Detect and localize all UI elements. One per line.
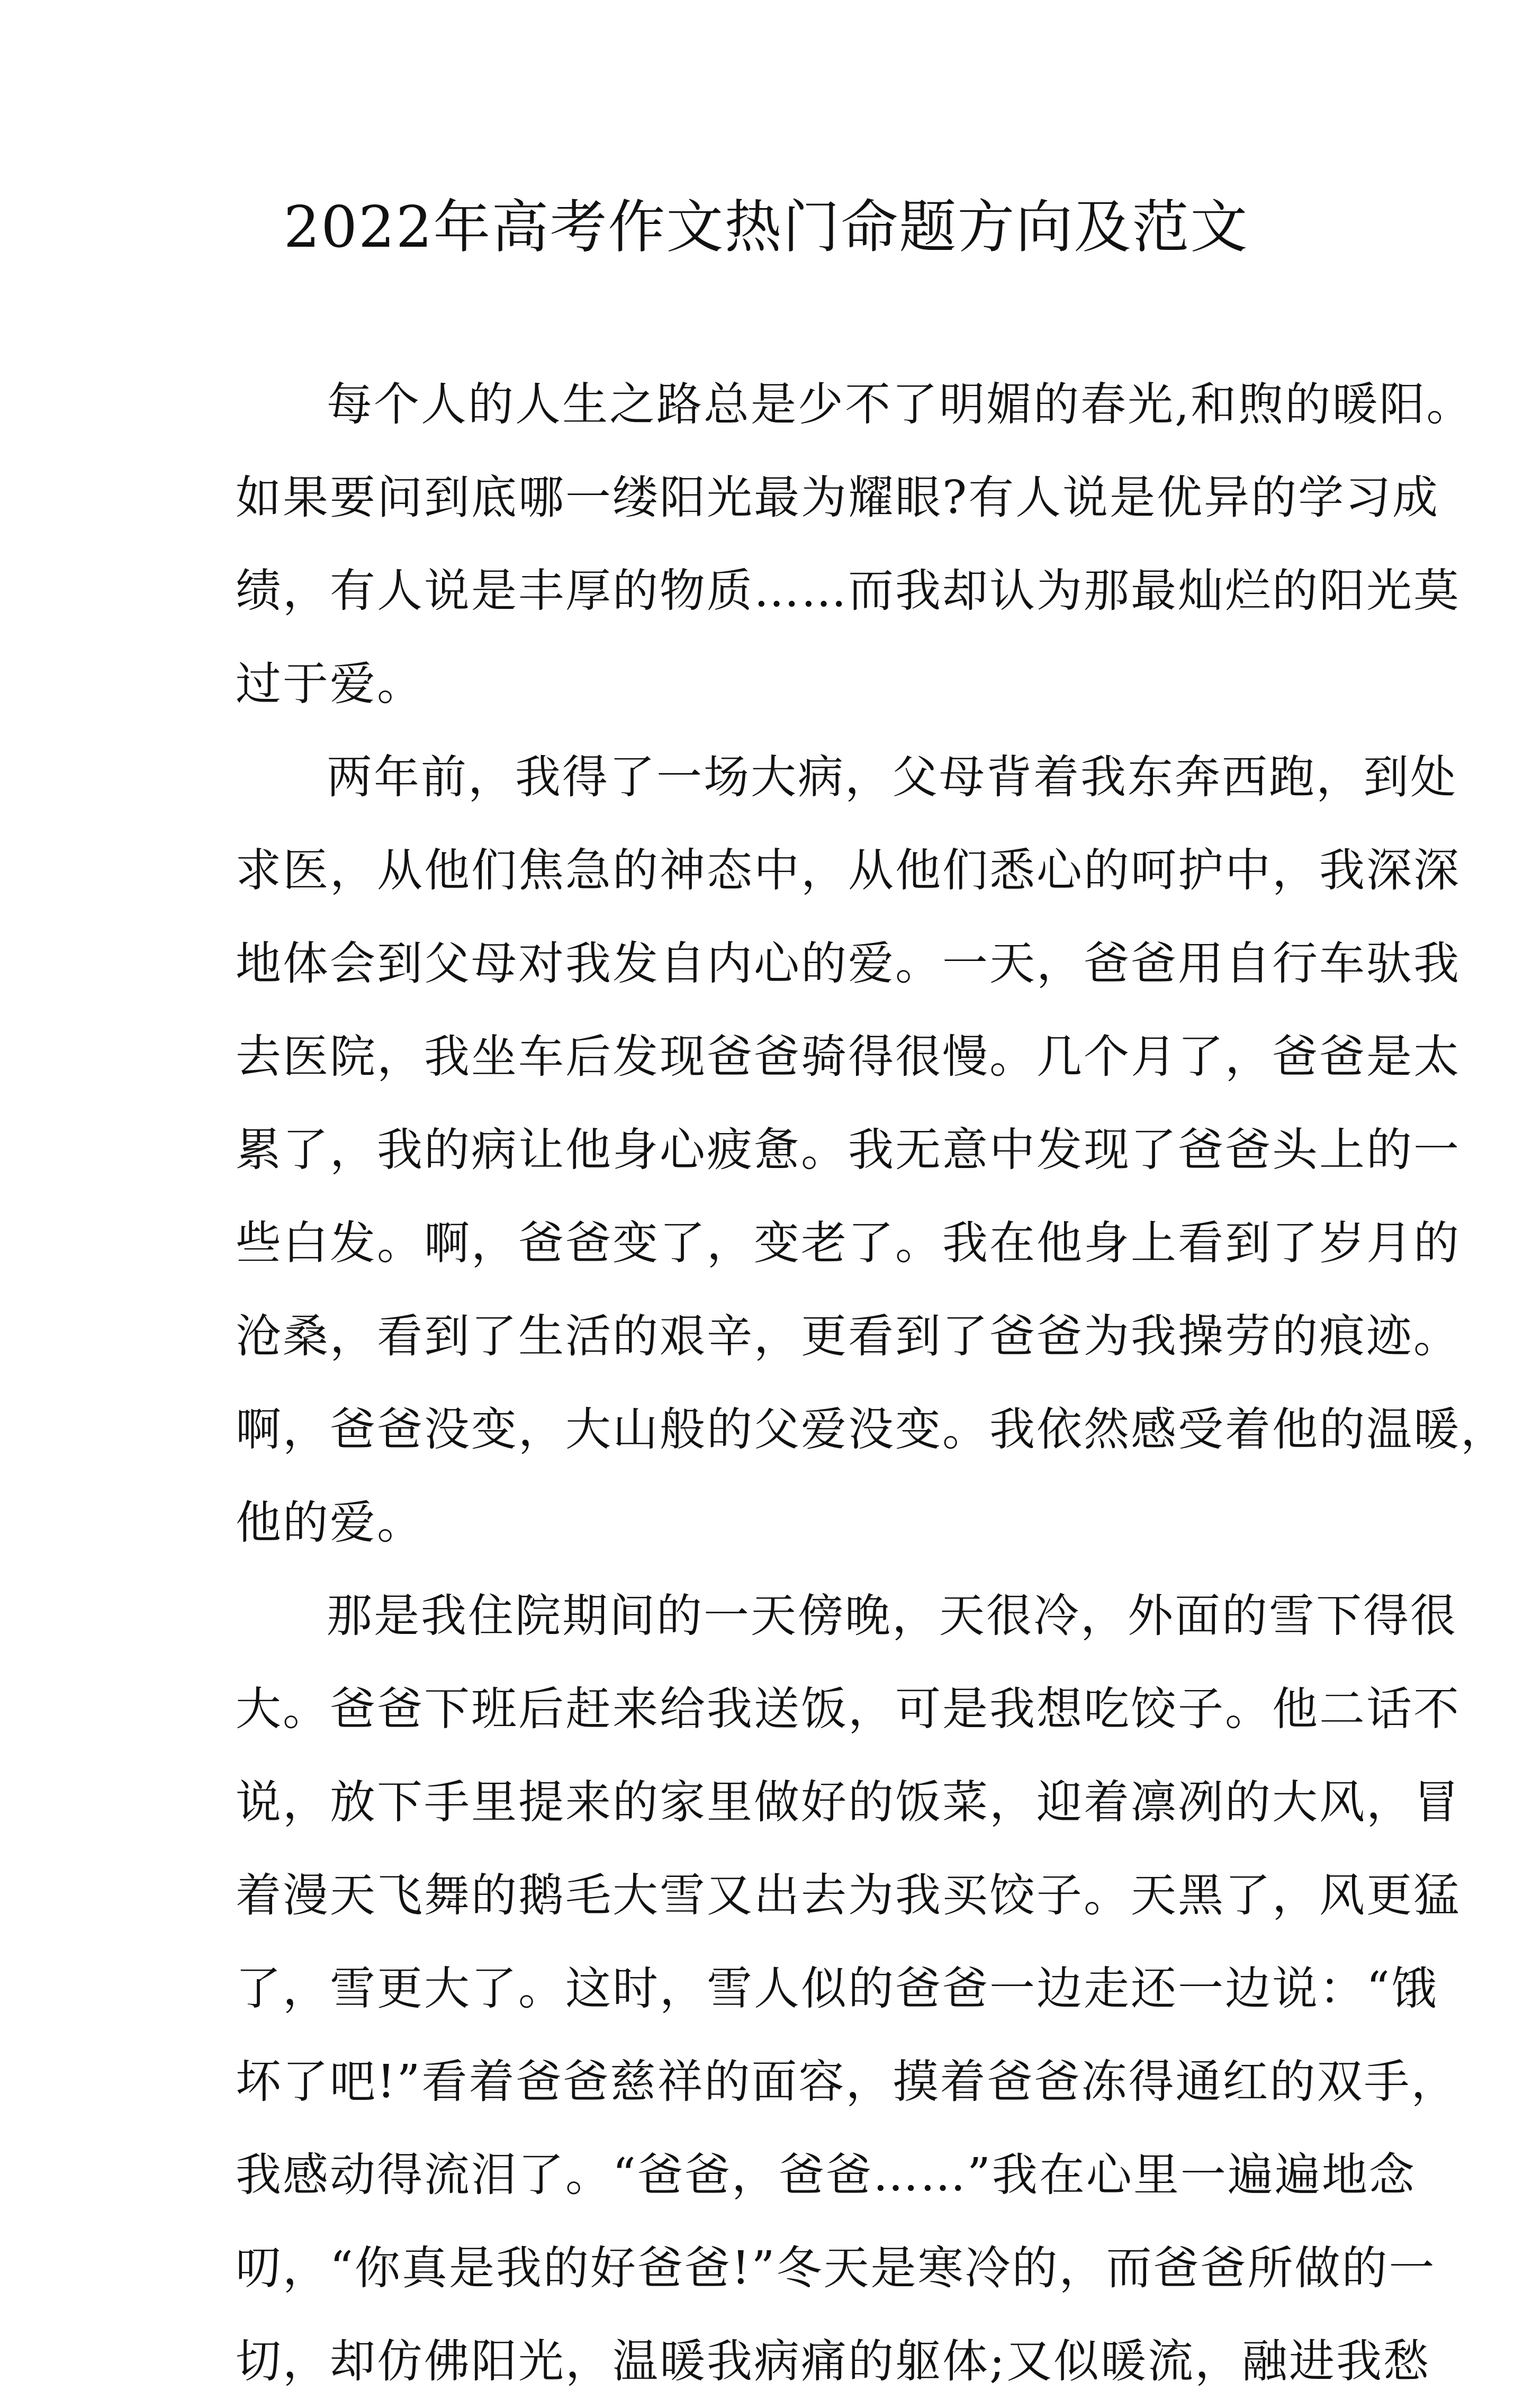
text-line: 如果要问到底哪一缕阳光最为耀眼?有人说是优异的学习成 bbox=[236, 471, 1440, 524]
text-line: 些白发。啊，爸爸变了，变老了。我在他身上看到了岁月的 bbox=[236, 1217, 1461, 1270]
text-line: 我感动得流泪了。“爸爸，爸爸……”我在心里一遍遍地念 bbox=[236, 2149, 1416, 2202]
text-line: 坏了吧!”看着爸爸慈祥的面容，摸着爸爸冻得通红的双手， bbox=[236, 2055, 1458, 2108]
text-line: 过于爱。 bbox=[236, 658, 424, 711]
text-line: 累了，我的病让他身心疲惫。我无意中发现了爸爸头上的一 bbox=[236, 1124, 1461, 1176]
text-line: 那是我住院期间的一天傍晚，天很冷，外面的雪下得很 bbox=[327, 1589, 1457, 1642]
document-title: 2022年高考作文热门命题方向及范文 bbox=[283, 194, 1249, 260]
text-line: 着漫天飞舞的鹅毛大雪又出去为我买饺子。天黑了，风更猛 bbox=[236, 1869, 1461, 1922]
text-line: 说，放下手里提来的家里做好的饭菜，迎着凛冽的大风，冒 bbox=[236, 1776, 1461, 1829]
text-line: 切，却仿佛阳光，温暖我病痛的躯体;又似暖流，融进我愁 bbox=[236, 2335, 1430, 2388]
text-line: 沧桑，看到了生活的艰辛，更看到了爸爸为我操劳的痕迹。 bbox=[236, 1310, 1461, 1363]
text-line: 叨，“你真是我的好爸爸!”冬天是寒冷的，而爸爸所做的一 bbox=[236, 2242, 1436, 2295]
text-line: 啊，爸爸没变，大山般的父爱没变。我依然感受着他的温暖， bbox=[236, 1403, 1508, 1456]
text-line: 求医，从他们焦急的神态中，从他们悉心的呵护中，我深深 bbox=[236, 844, 1461, 897]
text-line: 绩，有人说是丰厚的物质……而我却认为那最灿烂的阳光莫 bbox=[236, 564, 1461, 617]
text-line: 了，雪更大了。这时，雪人似的爸爸一边走还一边说：“饿 bbox=[236, 1962, 1438, 2015]
text-line: 去医院，我坐车后发现爸爸骑得很慢。几个月了，爸爸是太 bbox=[236, 1030, 1461, 1083]
text-line: 他的爱。 bbox=[236, 1496, 424, 1549]
text-line: 每个人的人生之路总是少不了明媚的春光,和煦的暖阳。 bbox=[327, 378, 1474, 431]
text-line: 地体会到父母对我发自内心的爱。一天，爸爸用自行车驮我 bbox=[236, 937, 1461, 990]
essay-body bbox=[236, 358, 1508, 2408]
text-line: 大。爸爸下班后赶来给我送饭，可是我想吃饺子。他二话不 bbox=[236, 1683, 1461, 1736]
text-line: 两年前，我得了一场大病，父母背着我东奔西跑，到处 bbox=[327, 751, 1457, 804]
